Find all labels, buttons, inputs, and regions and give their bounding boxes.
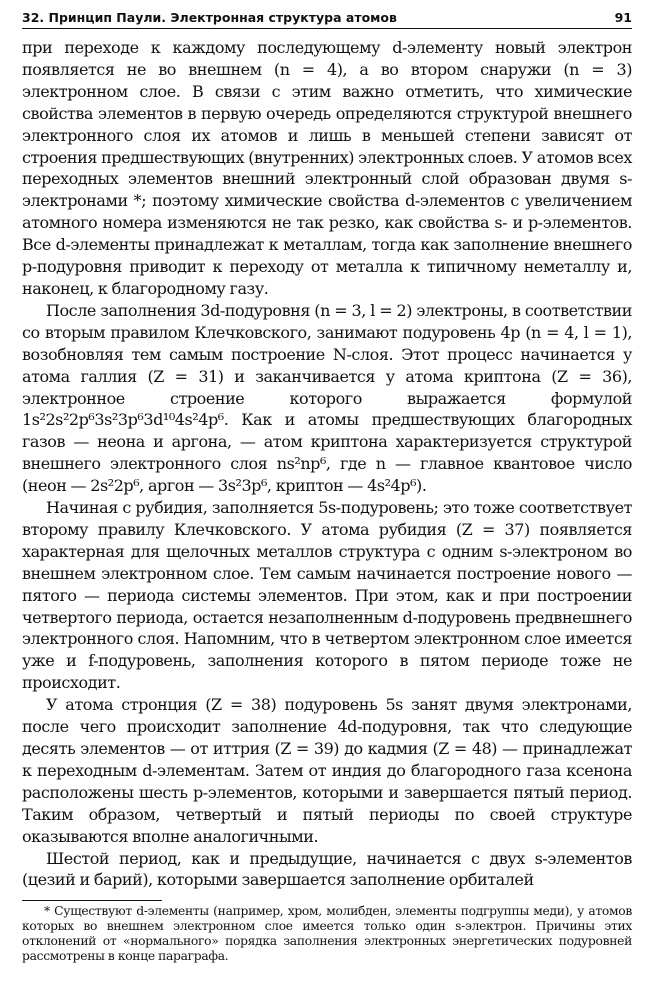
paragraph: У атома стронция (Z = 38) подуровень 5s занят двумя электронами, после чего происходит заполнение 4d-подуровня, так что следующие десять элементов — от иттрия (Z = 39) до кадмия (Z = 48) — принадлежат к переходным d-элементам. Затем от индия до благородного газа ксенона расположены шесть p-элементов, которыми и завершается пятый период. Таким образом, четвертый и пятый периоды по своей структуре оказываются вполне аналогичными. bbox=[22, 695, 632, 846]
chapter-title: 32. Принцип Паули. Электронная структура атомов bbox=[22, 10, 397, 25]
page-number: 91 bbox=[614, 10, 632, 25]
footnote-divider bbox=[22, 900, 162, 901]
paragraph: Начиная с рубидия, заполняется 5s-подуровень; это тоже соответствует второму правилу Клечковского. У атома рубидия (Z = 37) появляется характерная для щелочных металлов структура с одним s-электроном во внешнем электронном слое. Тем самым начинается построение нового — пятого — периода системы элементов. При этом, как и при построении четвертого периода, остается незаполненным d-подуровень предвнешнего электронного слоя. Напомним, что в четвертом электронном слое имеется уже и f-подуровень, заполнения которого в пятом периоде тоже не происходит. bbox=[22, 498, 632, 693]
main-text bbox=[22, 37, 632, 891]
paragraph: Шестой период, как и предыдущие, начинается с двух s-элементов (цезий и барий), которыми завершается заполнение орбиталей bbox=[22, 848, 632, 890]
running-header bbox=[22, 10, 632, 29]
paragraph: После заполнения 3d-подуровня (n = 3, l = 2) электроны, в соответствии со вторым правилом Клечковского, занимают подуровень 4p (n = 4, l = 1), возобновляя тем самым построение N-слоя. Этот процесс начинается у атома галлия (Z = 31) и заканчивается у атома криптона (Z = 36), электронное строение которого выражается формулой 1s²2s²2p⁶3s²3p⁶3d¹⁰4s²4p⁶. Как и атомы предшествующих благородных газов — неона и аргона, — атом криптона характеризуется структурой внешнего электронного слоя ns²np⁶, где n — главное квантовое число (неон — 2s²2p⁶, аргон — 3s²3p⁶, криптон — 4s²4p⁶). bbox=[22, 300, 632, 496]
footnote: * Существуют d-элементы (например, хром, молибден, элементы подгруппы меди), у атомов которых во внешнем электронном слое имеется только один s-электрон. Причины этих отклонений от «нормального» порядка заполнения электронных энергетических подуровней рассмотрены в конце параграфа. bbox=[22, 904, 632, 964]
paragraph: при переходе к каждому последующему d-элементу новый электрон появляется не во внешнем (n = 4), а во втором снаружи (n = 3) электронном слое. В связи с этим важно отметить, что химические свойства элементов в первую очередь определяются структурой внешнего электронного слоя их атомов и лишь в меньшей степени зависят от строения предшествующих (внутренних) электронных слоев. У атомов всех переходных элементов внешний электронный слой образован двумя s-электронами *; поэтому химические свойства d-элементов с увеличением атомного номера изменяются не так резко, как свойства s- и p-элементов. Все d-элементы принадлежат к металлам, тогда как заполнение внешнего p-подуровня приводит к переходу от металла к типичному неметаллу и, наконец, к благородному газу. bbox=[22, 38, 632, 298]
